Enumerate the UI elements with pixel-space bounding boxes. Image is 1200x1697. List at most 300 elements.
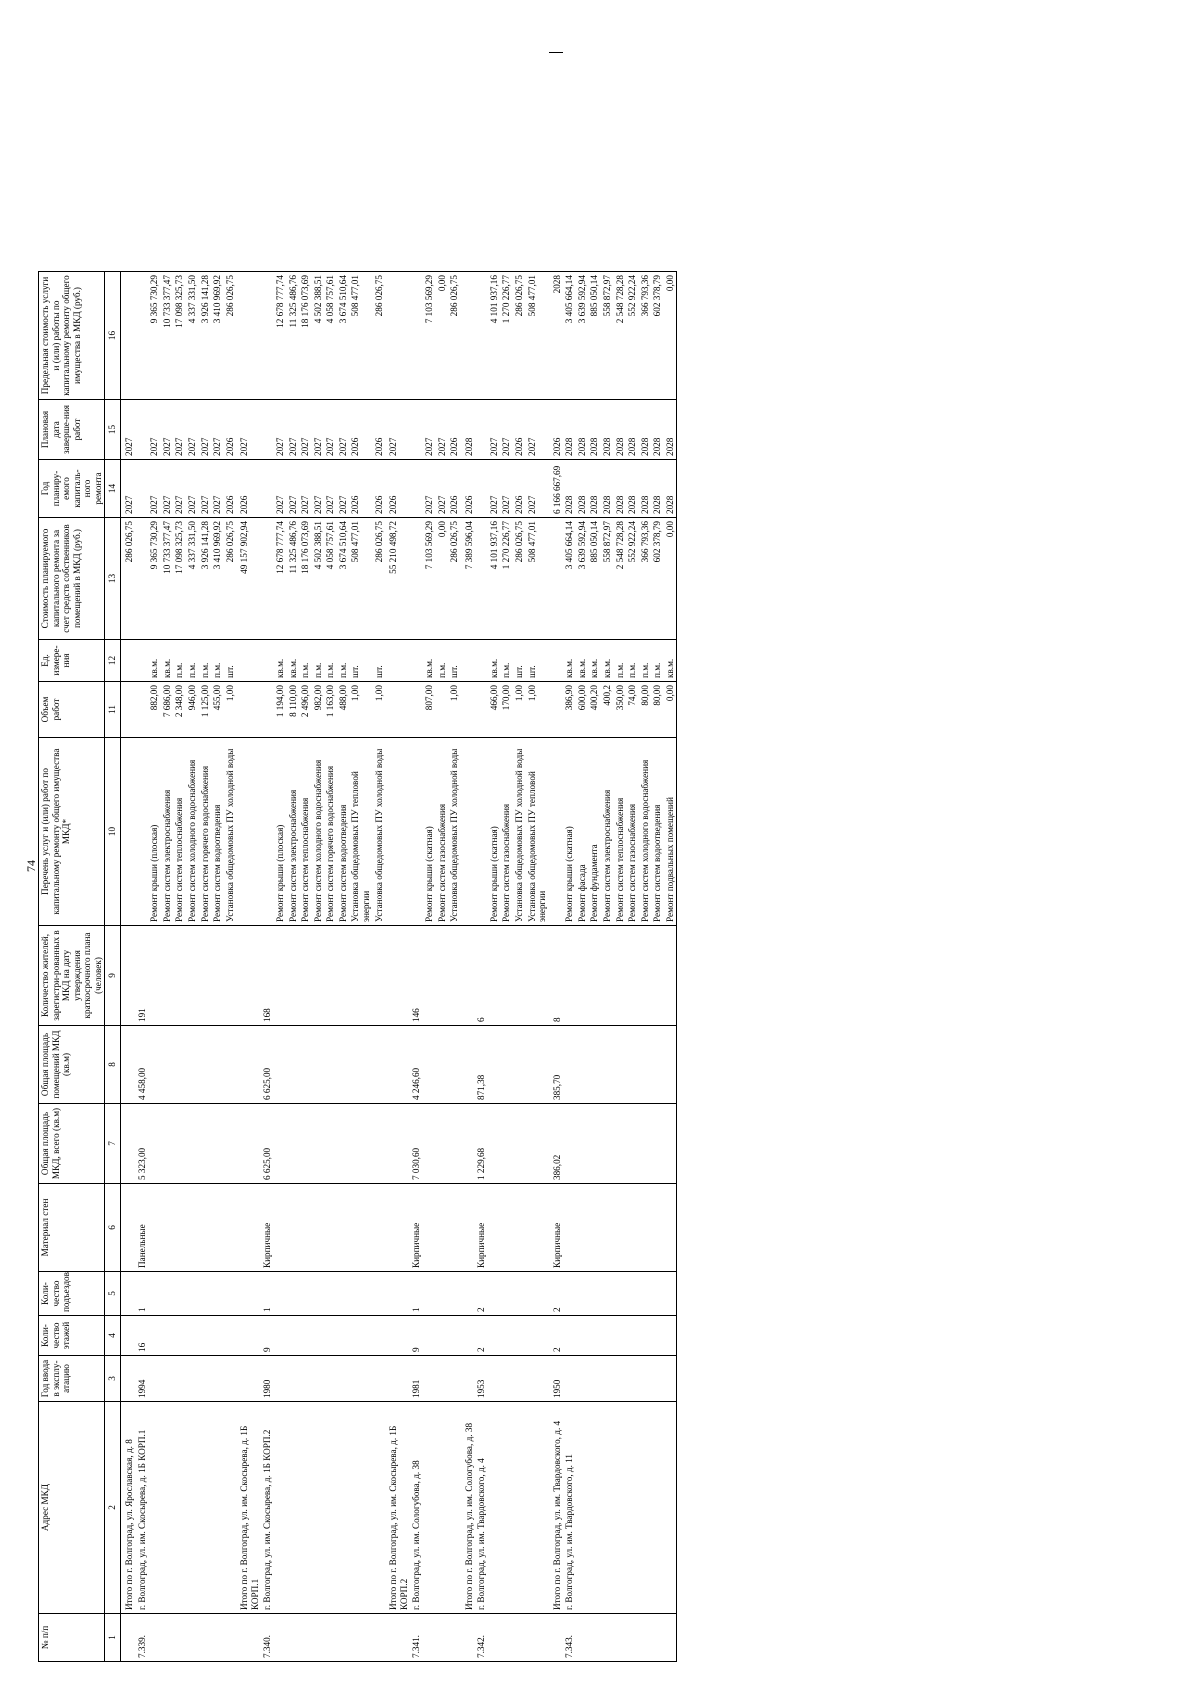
table-cell [461, 1272, 476, 1316]
table-cell [461, 1184, 476, 1272]
column-header: Коли-чество этажей [39, 1316, 105, 1356]
table-cell [448, 1104, 461, 1184]
table-cell [436, 926, 449, 1026]
table-cell: 2027 [299, 400, 312, 460]
table-cell [274, 1026, 287, 1104]
table-cell: 2028 [664, 400, 677, 460]
table-cell [410, 460, 423, 518]
table-cell: п.м. [500, 640, 513, 682]
table-cell: 7.339. [136, 1614, 149, 1662]
table-cell [436, 682, 449, 738]
table-cell: 2027 [121, 460, 136, 518]
table-cell [651, 1316, 664, 1356]
table-cell [299, 1402, 312, 1614]
table-cell: 602 378,79 [651, 518, 664, 640]
table-row [161, 53, 174, 1662]
table-cell [423, 1026, 436, 1104]
table-cell [299, 1026, 312, 1104]
table-cell: п.м. [186, 640, 199, 682]
table-cell [121, 1614, 136, 1662]
table-row [261, 53, 274, 1662]
table-cell: Кирпичные [261, 1184, 274, 1272]
table-cell [161, 1184, 174, 1272]
table-cell [461, 1316, 476, 1356]
table-cell [299, 1614, 312, 1662]
table-cell [299, 1104, 312, 1184]
table-cell [373, 1316, 386, 1356]
table-cell: 7 389 596,04 [461, 518, 476, 640]
table-cell: 0,00 [664, 682, 677, 738]
table-cell [173, 1026, 186, 1104]
table-cell [513, 1026, 526, 1104]
table-cell: 0,00 [664, 518, 677, 640]
table-cell [224, 1356, 237, 1402]
table-cell: Ремонт систем газоснабжения [626, 738, 639, 926]
table-cell: 455,00 [211, 682, 224, 738]
table-cell [274, 1184, 287, 1272]
table-cell: 600,00 [576, 682, 589, 738]
table-cell [211, 1184, 224, 1272]
table-cell [601, 926, 614, 1026]
table-cell: 2028 [651, 400, 664, 460]
column-header: Стоимость планируемого капитального ремонта за счет средств собственников помещений в МКД (руб.) [39, 518, 105, 640]
table-cell [461, 926, 476, 1026]
column-number: 2 [105, 1402, 121, 1614]
table-cell [199, 1316, 212, 1356]
table-cell: Ремонт фасада [576, 738, 589, 926]
table-cell: 1 229,68 [475, 1104, 488, 1184]
table-cell: 2027 [312, 400, 325, 460]
table-cell: 2027 [423, 400, 436, 460]
table-cell [224, 926, 237, 1026]
table-cell [576, 1316, 589, 1356]
table-cell: 2028 [614, 460, 627, 518]
table-cell [563, 1356, 576, 1402]
table-cell: 2028 [614, 400, 627, 460]
table-row [287, 53, 300, 1662]
table-cell [136, 640, 149, 682]
table-cell [312, 926, 325, 1026]
table-cell [436, 1272, 449, 1316]
table-cell [651, 1402, 664, 1614]
table-cell: 9 365 730,29 [148, 518, 161, 640]
table-cell [236, 926, 261, 1026]
table-cell: 7 030,60 [410, 1104, 423, 1184]
table-cell [211, 1356, 224, 1402]
table-cell [312, 1272, 325, 1316]
total-row [236, 53, 261, 1662]
table-cell: 2027 [148, 460, 161, 518]
table-cell [312, 1356, 325, 1402]
table-cell [337, 1316, 350, 1356]
table-cell [199, 1026, 212, 1104]
table-cell: 55 210 498,72 [385, 518, 410, 640]
table-body [121, 53, 677, 1662]
table-cell: г. Волгоград, ул. им. Скосырева, д. 1Б КОРП.1 [136, 1402, 149, 1614]
table-cell [500, 1104, 513, 1184]
table-cell: кв.м. [148, 640, 161, 682]
table-cell: кв.м. [287, 640, 300, 682]
table-cell: 807,00 [423, 682, 436, 738]
table-cell [423, 1272, 436, 1316]
table-cell [121, 1356, 136, 1402]
table-cell [211, 1104, 224, 1184]
table-cell [121, 1104, 136, 1184]
table-cell: 885 050,14 [588, 272, 601, 400]
table-cell [148, 1184, 161, 1272]
table-cell: Ремонт систем холодного водоснабжения [312, 738, 325, 926]
table-cell [136, 518, 149, 640]
table-cell: 3 405 664,14 [563, 272, 576, 400]
table-cell [588, 1272, 601, 1316]
table-cell [236, 1184, 261, 1272]
table-cell [274, 1272, 287, 1316]
table-cell: 2026 [236, 460, 261, 518]
table-cell: 7 686,00 [161, 682, 174, 738]
table-cell: Установка общедомовых ПУ холодной воды [373, 738, 386, 926]
table-cell [626, 1272, 639, 1316]
table-cell [186, 1316, 199, 1356]
table-cell [261, 460, 274, 518]
table-cell: п.м. [626, 640, 639, 682]
table-cell: 1953 [475, 1356, 488, 1402]
column-number: 15 [105, 400, 121, 460]
table-cell [224, 1316, 237, 1356]
table-cell: 2027 [488, 400, 501, 460]
table-cell: Итого по г. Волгоград, ул. Ярославская, д. 8 [121, 1402, 136, 1614]
table-cell [121, 682, 136, 738]
column-number: 12 [105, 640, 121, 682]
table-cell: кв.м. [576, 640, 589, 682]
column-header: Количество жителей, зарегистри-рованных в МКД на дату утверждения краткосрочного плана (человек) [39, 926, 105, 1026]
table-cell [461, 738, 476, 926]
table-cell [324, 1104, 337, 1184]
table-cell [349, 1272, 372, 1316]
table-cell: г. Волгоград, ул. им. Сологубова, д. 38 [410, 1402, 423, 1614]
table-cell [410, 738, 423, 926]
table-cell [488, 1104, 501, 1184]
table-cell: 4 058 757,61 [324, 272, 337, 400]
table-cell [324, 1184, 337, 1272]
table-cell [461, 682, 476, 738]
table-cell [526, 1614, 549, 1662]
table-cell [448, 1614, 461, 1662]
table-cell: 2027 [211, 460, 224, 518]
table-cell: 2026 [373, 400, 386, 460]
table-cell: 286 026,75 [121, 518, 136, 640]
column-header: Перечень услуг и (или) работ по капитальному ремонту общего имущества МКД* [39, 738, 105, 926]
table-cell: 552 922,24 [626, 272, 639, 400]
table-cell [148, 1356, 161, 1402]
table-cell [312, 1104, 325, 1184]
table-cell: 3 405 664,14 [563, 518, 576, 640]
table-cell: 2027 [199, 400, 212, 460]
table-cell: 2 [549, 1316, 564, 1356]
table-cell [236, 1356, 261, 1402]
table-cell: 3 639 592,94 [576, 518, 589, 640]
table-cell: 1,00 [373, 682, 386, 738]
table-cell: п.м. [639, 640, 652, 682]
table-cell: 1,00 [448, 682, 461, 738]
table-cell [513, 1402, 526, 1614]
table-cell [475, 518, 488, 640]
table-cell: 9 365 730,29 [148, 272, 161, 400]
table-cell: 18 176 073,69 [299, 272, 312, 400]
table-cell [448, 1184, 461, 1272]
table-cell [337, 1272, 350, 1316]
table-cell [161, 1316, 174, 1356]
table-cell: 2026 [513, 460, 526, 518]
table-cell [211, 1402, 224, 1614]
table-cell [651, 1272, 664, 1316]
table-cell: Ремонт систем электроснабжения [601, 738, 614, 926]
table-cell: Ремонт систем водоотведения [337, 738, 350, 926]
table-cell [563, 926, 576, 1026]
table-cell: 2 [475, 1316, 488, 1356]
table-row [436, 53, 449, 1662]
table-cell: п.м. [312, 640, 325, 682]
table-cell [576, 1614, 589, 1662]
table-cell: 4 058 757,61 [324, 518, 337, 640]
table-cell: 4 502 388,51 [312, 272, 325, 400]
column-header: Год ввода в эксплу-атацию [39, 1356, 105, 1402]
table-cell [651, 1104, 664, 1184]
table-cell: 1981 [410, 1356, 423, 1402]
table-cell: 11 325 486,76 [287, 272, 300, 400]
table-row [614, 53, 627, 1662]
table-cell [161, 1402, 174, 1614]
table-cell: 386,90 [563, 682, 576, 738]
table-cell [224, 1026, 237, 1104]
table-cell: кв.м. [488, 640, 501, 682]
table-cell [199, 1356, 212, 1402]
table-cell: 2026 [448, 400, 461, 460]
table-cell [224, 1184, 237, 1272]
table-cell: 7.342. [475, 1614, 488, 1662]
table-cell [136, 682, 149, 738]
table-cell: 2028 [588, 400, 601, 460]
table-cell [500, 1614, 513, 1662]
table-cell [423, 1316, 436, 1356]
table-cell [448, 1026, 461, 1104]
table-cell [639, 1614, 652, 1662]
table-cell: 12 678 777,74 [274, 518, 287, 640]
table-cell [601, 1104, 614, 1184]
table-cell [500, 1026, 513, 1104]
table-cell: 2027 [299, 460, 312, 518]
table-cell: Панельные [136, 1184, 149, 1272]
table-cell: 191 [136, 926, 149, 1026]
table-cell: 3 639 592,94 [576, 272, 589, 400]
table-row [448, 53, 461, 1662]
table-cell [211, 1272, 224, 1316]
table-cell [651, 1356, 664, 1402]
table-cell: шт. [513, 640, 526, 682]
table-cell [148, 1614, 161, 1662]
column-header: Объем работ [39, 682, 105, 738]
table-cell: 2027 [337, 460, 350, 518]
table-cell: 366 793,36 [639, 518, 652, 640]
table-cell: 2027 [287, 400, 300, 460]
table-cell: г. Волгоград, ул. им. Скосырева, д. 1Б КОРП.2 [261, 1402, 274, 1614]
table-cell [614, 1104, 627, 1184]
table-cell: 1,00 [526, 682, 549, 738]
table-cell: 5 323,00 [136, 1104, 149, 1184]
table-cell [186, 1272, 199, 1316]
table-cell [626, 1614, 639, 1662]
column-number: 14 [105, 460, 121, 518]
table-cell [461, 272, 476, 400]
table-cell [423, 1614, 436, 1662]
table-cell [161, 1104, 174, 1184]
table-cell [337, 1356, 350, 1402]
table-row [488, 53, 501, 1662]
table-cell: 2028 [549, 272, 564, 400]
table-cell: 16 [136, 1316, 149, 1356]
table-cell [236, 1614, 261, 1662]
table-row [373, 53, 386, 1662]
table-cell [500, 1316, 513, 1356]
table-cell: п.м. [173, 640, 186, 682]
table-cell [576, 1184, 589, 1272]
table-cell: 2026 [349, 460, 372, 518]
table-cell [199, 1272, 212, 1316]
table-cell: 885 050,14 [588, 518, 601, 640]
table-cell [513, 1614, 526, 1662]
table-cell: 6 166 667,69 [549, 460, 564, 518]
table-cell: 2 496,00 [299, 682, 312, 738]
table-cell [423, 1184, 436, 1272]
table-cell: Ремонт подвальных помещений [664, 738, 677, 926]
table-cell: 508 477,01 [526, 518, 549, 640]
table-cell [121, 1272, 136, 1316]
table-cell: 2027 [274, 460, 287, 518]
total-row [549, 53, 564, 1662]
table-cell: 2027 [324, 400, 337, 460]
table-cell [186, 1402, 199, 1614]
table-cell: 3 674 510,64 [337, 518, 350, 640]
table-cell: 2027 [121, 400, 136, 460]
table-cell: 2027 [236, 400, 261, 460]
table-cell [299, 926, 312, 1026]
table-cell [588, 1104, 601, 1184]
table-cell [436, 1402, 449, 1614]
table-cell [488, 1402, 501, 1614]
table-cell: 2027 [423, 460, 436, 518]
table-cell [614, 1272, 627, 1316]
table-cell [461, 1614, 476, 1662]
table-cell: 4 101 937,16 [488, 272, 501, 400]
table-cell [148, 1026, 161, 1104]
table-cell: 2026 [224, 460, 237, 518]
table-cell [173, 1316, 186, 1356]
table-cell [199, 926, 212, 1026]
table-cell [461, 1026, 476, 1104]
table-cell: 286 026,75 [513, 272, 526, 400]
table-cell: 7.343. [563, 1614, 576, 1662]
table-cell [526, 1356, 549, 1402]
table-cell: Итого по г. Волгоград, ул. им. Скосырева, д. 1Б КОРП.2 [385, 1402, 410, 1614]
table-cell [651, 926, 664, 1026]
table-cell [436, 1614, 449, 1662]
table-cell [601, 1356, 614, 1402]
table-cell [173, 1356, 186, 1402]
table-cell: 7 103 569,29 [423, 272, 436, 400]
table-cell: Установка общедомовых ПУ холодной воды [513, 738, 526, 926]
table-cell: 2027 [526, 400, 549, 460]
table-cell: 1 [410, 1272, 423, 1316]
table-cell [549, 518, 564, 640]
table-cell: 3 410 969,92 [211, 518, 224, 640]
table-cell [513, 1316, 526, 1356]
table-cell: 882,00 [148, 682, 161, 738]
table-cell [324, 1026, 337, 1104]
table-cell [324, 1356, 337, 1402]
table-cell: 2028 [576, 460, 589, 518]
table-cell [337, 926, 350, 1026]
table-row [500, 53, 513, 1662]
table-cell [121, 738, 136, 926]
capital-repair-table [38, 52, 677, 1662]
table-cell: 8 110,00 [287, 682, 300, 738]
table-cell: 7 103 569,29 [423, 518, 436, 640]
table-cell [614, 926, 627, 1026]
table-cell [563, 1184, 576, 1272]
table-cell [549, 738, 564, 926]
table-cell: 1 [261, 1272, 274, 1316]
table-cell: 488,00 [337, 682, 350, 738]
table-cell [664, 1026, 677, 1104]
table-row [186, 53, 199, 1662]
table-cell: 286 026,75 [373, 518, 386, 640]
table-cell: 558 872,97 [601, 518, 614, 640]
table-cell: 286 026,75 [373, 272, 386, 400]
table-cell: 17 098 325,73 [173, 272, 186, 400]
table-cell [186, 1184, 199, 1272]
table-cell [385, 1026, 410, 1104]
table-cell [639, 1402, 652, 1614]
table-cell: 2 548 728,28 [614, 272, 627, 400]
table-cell: 385,70 [549, 1026, 564, 1104]
table-cell: 2028 [639, 400, 652, 460]
table-cell [199, 1184, 212, 1272]
table-cell: Кирпичные [549, 1184, 564, 1272]
column-number: 5 [105, 1272, 121, 1316]
table-cell [161, 1614, 174, 1662]
table-cell [588, 1316, 601, 1356]
table-cell [601, 1316, 614, 1356]
table-cell [448, 926, 461, 1026]
table-cell: 2027 [186, 460, 199, 518]
table-cell [549, 1614, 564, 1662]
table-cell: Установка общедомовых ПУ холодной воды [224, 738, 237, 926]
table-cell [324, 926, 337, 1026]
table-cell [488, 1356, 501, 1402]
table-cell: Ремонт крыши (скатная) [563, 738, 576, 926]
table-cell [549, 682, 564, 738]
table-cell: 2 [549, 1272, 564, 1316]
table-cell: 17 098 325,73 [173, 518, 186, 640]
table-cell [136, 738, 149, 926]
table-cell [337, 1614, 350, 1662]
table-cell [287, 1614, 300, 1662]
table-cell: 2027 [337, 400, 350, 460]
table-cell: Ремонт систем холодного водоснабжения [186, 738, 199, 926]
table-cell [500, 1356, 513, 1402]
table-cell [410, 640, 423, 682]
table-cell [211, 1614, 224, 1662]
table-cell: Ремонт систем холодного водоснабжения [639, 738, 652, 926]
